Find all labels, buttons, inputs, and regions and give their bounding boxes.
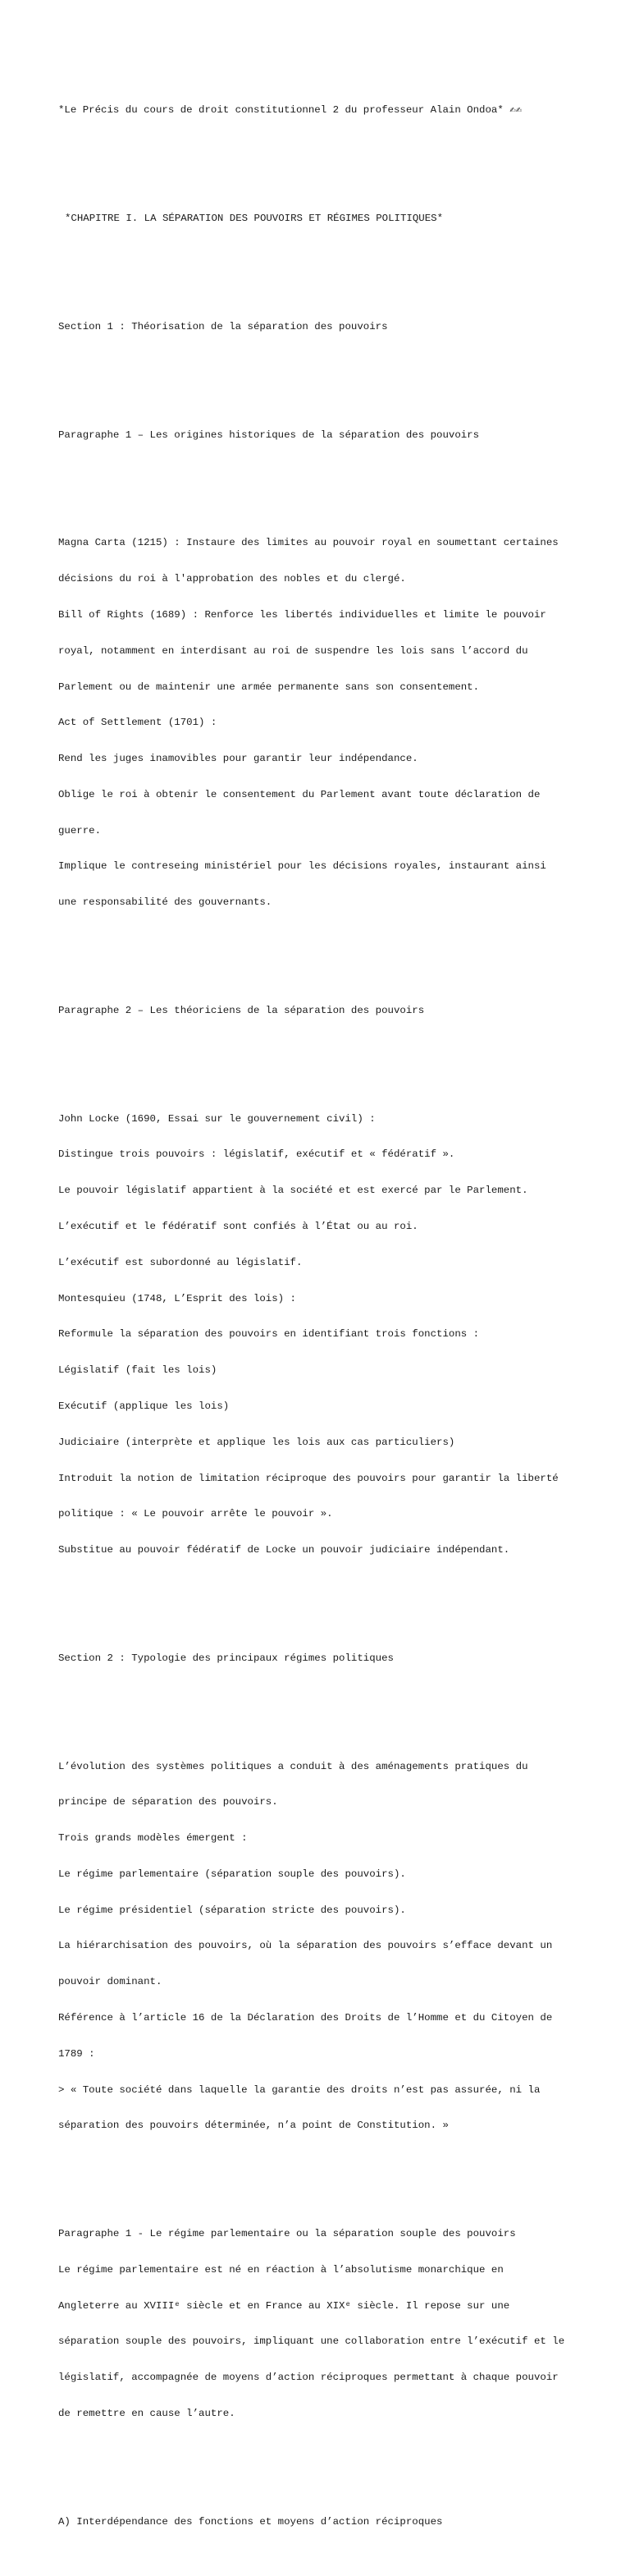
paragraph-1-heading-block — [58, 405, 583, 465]
text-line: Le régime parlementaire est né en réaction à l’absolutisme monarchique en — [58, 2263, 504, 2276]
text-line: L’exécutif et le fédératif sont confiés à l’État ou au roi. — [58, 1221, 418, 1233]
text-line: Référence à l’article 16 de la Déclaration des Droits de l’Homme et du Citoyen de — [58, 2012, 553, 2024]
text-line: pouvoir dominant. — [58, 1976, 162, 1988]
text-line: John Locke (1690, Essai sur le gouvernement civil) : — [58, 1112, 376, 1125]
section-2-paragraph-1 — [58, 2204, 583, 2444]
quote-line: séparation des pouvoirs déterminée, n’a point de Constitution. » — [58, 2120, 449, 2132]
paragraph-2-body — [58, 1089, 583, 1580]
section-2-body — [58, 1736, 583, 2156]
text-line: 1789 : — [58, 2047, 95, 2060]
text-line: Implique le contreseing ministériel pour les décisions royales, instaurant ainsi — [58, 860, 546, 873]
text-line: séparation souple des pouvoirs, impliquant une collaboration entre l’exécutif et le — [58, 2335, 565, 2348]
paragraph-1-body — [58, 513, 583, 933]
text-line: politique : « Le pouvoir arrête le pouvoir ». — [58, 1508, 333, 1520]
text-line: Act of Settlement (1701) : — [58, 717, 217, 729]
text-line: décisions du roi à l'approbation des nobles et du clergé. — [58, 573, 406, 585]
quote-line: > « Toute société dans laquelle la garantie des droits n’est pas assurée, ni la — [58, 2083, 541, 2096]
text-line: Judiciaire (interprète et applique les lois aux cas particuliers) — [58, 1436, 455, 1448]
section-2-heading: Section 2 : Typologie des principaux régimes politiques — [58, 1652, 394, 1664]
paragraph-1-heading: Paragraphe 1 – Les origines historiques de la séparation des pouvoirs — [58, 429, 480, 441]
text-line: Oblige le roi à obtenir le consentement du Parlement avant toute déclaration de — [58, 788, 541, 800]
text-line: Bill of Rights (1689) : Renforce les libertés individuelles et limite le pouvoir — [58, 608, 546, 621]
section-2-heading-block — [58, 1629, 583, 1689]
text-line: Trois grands modèles émergent : — [58, 1832, 248, 1845]
paragraph-2-heading: Paragraphe 2 – Les théoriciens de la séparation des pouvoirs — [58, 1004, 425, 1016]
chapter-heading: *CHAPITRE I. LA SÉPARATION DES POUVOIRS ET RÉGIMES POLITIQUES* — [65, 213, 444, 225]
section-1-heading: Section 1 : Théorisation de la séparation des pouvoirs — [58, 320, 388, 332]
document-title-block — [58, 80, 583, 140]
document-title: *Le Précis du cours de droit constitutionnel 2 du professeur Alain Ondoa* ✍✍ — [58, 104, 523, 117]
text-line: La hiérarchisation des pouvoirs, où la séparation des pouvoirs s’efface devant un — [58, 1940, 553, 1952]
text-line: principe de séparation des pouvoirs. — [58, 1796, 278, 1808]
text-line: Législatif (fait les lois) — [58, 1364, 217, 1377]
text-line: Exécutif (applique les lois) — [58, 1400, 230, 1412]
text-line: Montesquieu (1748, L’Esprit des lois) : — [58, 1292, 296, 1304]
section-1-block — [58, 297, 583, 357]
subsection-a-block — [58, 2492, 583, 2552]
subsection-a-heading: A) Interdépendance des fonctions et moyens d’action réciproques — [58, 2515, 443, 2528]
text-line: L’évolution des systèmes politiques a conduit à des aménagements pratiques du — [58, 1760, 528, 1772]
chapter-block — [58, 189, 583, 249]
text-line: Rend les juges inamovibles pour garantir leur indépendance. — [58, 753, 418, 765]
text-line: Angleterre au XVIIIᵉ siècle et en France au XIXᵉ siècle. Il repose sur une — [58, 2299, 510, 2312]
text-line: législatif, accompagnée de moyens d’action réciproques permettant à chaque pouvoir — [58, 2372, 559, 2384]
text-line: Reformule la séparation des pouvoirs en identifiant trois fonctions : — [58, 1328, 480, 1341]
text-line: Le régime parlementaire (séparation souple des pouvoirs). — [58, 1868, 406, 1880]
text-line: royal, notamment en interdisant au roi de suspendre les lois sans l’accord du — [58, 644, 528, 657]
text-line: Le régime présidentiel (séparation stricte des pouvoirs). — [58, 1904, 406, 1916]
text-line: L’exécutif est subordonné au législatif. — [58, 1256, 303, 1268]
text-line: Distingue trois pouvoirs : législatif, exécutif et « fédératif ». — [58, 1148, 455, 1161]
text-line: Le pouvoir législatif appartient à la société et est exercé par le Parlement. — [58, 1185, 528, 1197]
text-line: Introduit la notion de limitation réciproque des pouvoirs pour garantir la liberté — [58, 1472, 559, 1484]
text-line: guerre. — [58, 824, 102, 837]
paragraph-heading: Paragraphe 1 - Le régime parlementaire ou la séparation souple des pouvoirs — [58, 2228, 516, 2240]
text-line: de remettre en cause l’autre. — [58, 2408, 235, 2420]
document-page — [58, 57, 583, 2576]
paragraph-2-heading-block — [58, 981, 583, 1041]
text-line: Magna Carta (1215) : Instaure des limites au pouvoir royal en soumettant certaines — [58, 537, 559, 549]
text-line: une responsabilité des gouvernants. — [58, 896, 272, 909]
text-line: Substitue au pouvoir fédératif de Locke un pouvoir judiciaire indépendant. — [58, 1544, 510, 1556]
text-line: Parlement ou de maintenir une armée permanente sans son consentement. — [58, 681, 480, 693]
